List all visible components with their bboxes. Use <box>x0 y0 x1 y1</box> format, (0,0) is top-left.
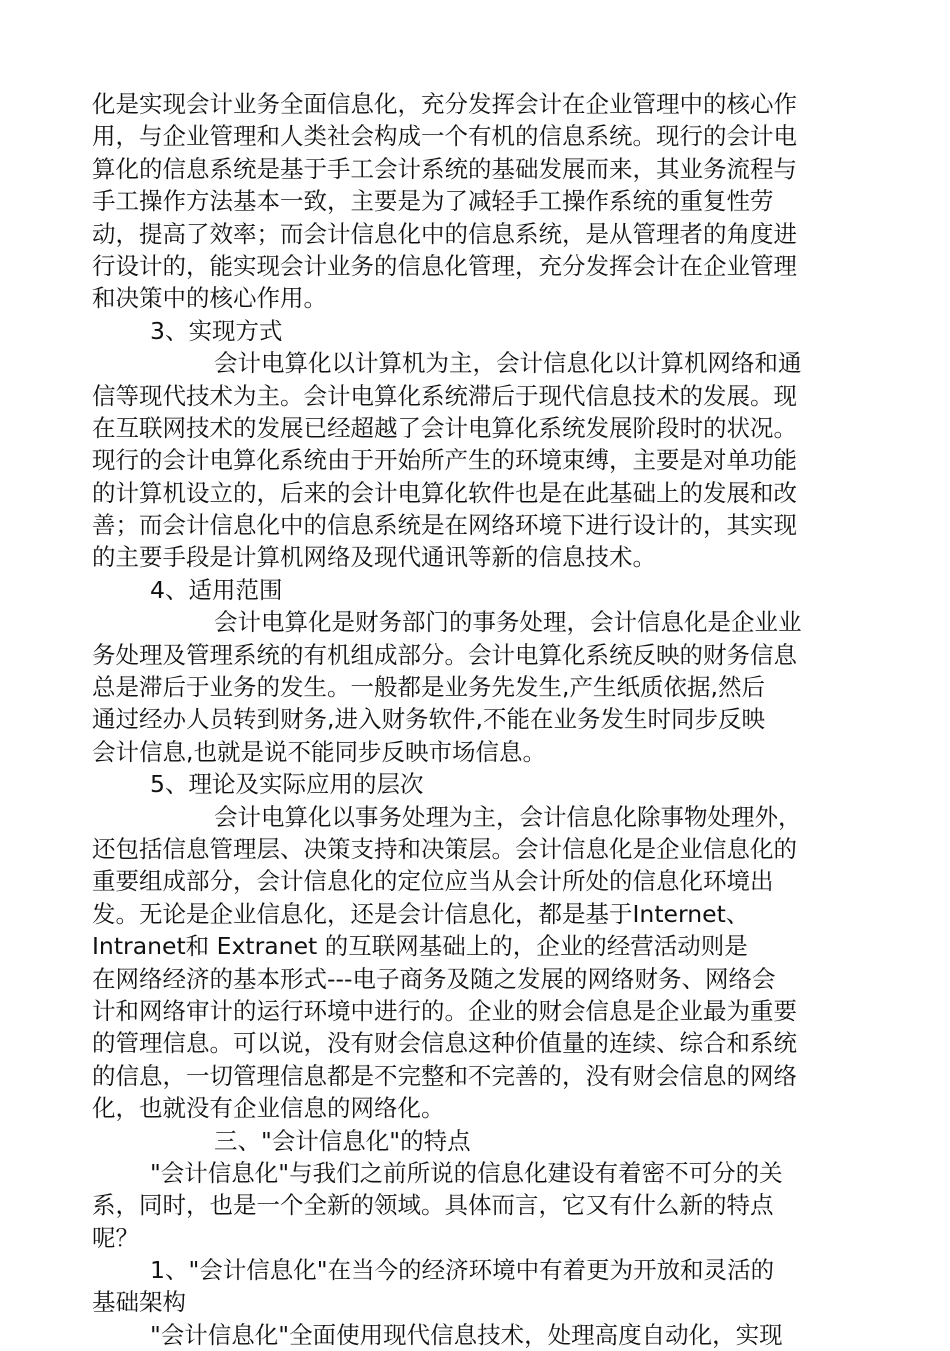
paragraph-basis <box>92 88 862 315</box>
paragraph-implementation <box>92 347 862 574</box>
section-heading: 5、理论及实际应用的层次 <box>150 770 424 799</box>
text-line: 在网络经济的基本形式---电子商务及随之发展的网络财务、网络会 <box>92 964 776 993</box>
text-line: 的计算机设立的，后来的会计电算化软件也是在此基础上的发展和改 <box>92 478 797 507</box>
text-line: 善；而会计信息化中的信息系统是在网络环境下进行设计的，其实现 <box>92 511 797 540</box>
text-line: 还包括信息管理层、决策支持和决策层。会计信息化是企业信息化的 <box>92 834 797 863</box>
paragraph-levels <box>92 801 862 1125</box>
text-line: 系，同时，也是一个全新的领域。具体而言，它又有什么新的特点 <box>92 1191 774 1220</box>
text-line: 的主要手段是计算机网络及现代通讯等新的信息技术。 <box>92 543 656 572</box>
text-line: 重要组成部分，会计信息化的定位应当从会计所处的信息化环境出 <box>92 867 774 896</box>
text-line: 行设计的，能实现会计业务的信息化管理，充分发挥会计在企业管理 <box>92 251 797 280</box>
text-line: 务处理及管理系统的有机组成部分。会计电算化系统反映的财务信息 <box>92 640 797 669</box>
document-page <box>92 88 862 1351</box>
text-line: 和决策中的核心作用。 <box>92 284 327 313</box>
text-line: "会计信息化"与我们之前所说的信息化建设有着密不可分的关 <box>150 1158 783 1187</box>
text-line: 会计电算化以计算机为主，会计信息化以计算机网络和通 <box>214 349 802 378</box>
text-line: 用，与企业管理和人类社会构成一个有机的信息系统。现行的会计电 <box>92 122 797 151</box>
text-line: 会计电算化以事务处理为主，会计信息化除事物处理外， <box>214 802 802 831</box>
text-line: 算化的信息系统是基于手工会计系统的基础发展而来，其业务流程与 <box>92 154 797 183</box>
section-heading: 3、实现方式 <box>150 316 283 345</box>
text-line: 呢？ <box>92 1223 139 1252</box>
text-line: 1、"会计信息化"在当今的经济环境中有着更为开放和灵活的 <box>150 1256 775 1285</box>
text-line: "会计信息化"全面使用现代信息技术，处理高度自动化，实现 <box>150 1320 783 1349</box>
section-heading: 4、适用范围 <box>150 575 283 604</box>
paragraph-feature-1-title <box>92 1254 862 1319</box>
text-line: Intranet和 Extranet 的互联网基础上的，企业的经营活动则是 <box>92 932 748 961</box>
text-line: 总是滞后于业务的发生。一般都是业务先发生,产生纸质依据,然后 <box>92 673 765 702</box>
text-line: 的管理信息。可以说，没有财会信息这种价值量的连续、综合和系统 <box>92 1029 797 1058</box>
text-line: 化是实现会计业务全面信息化，充分发挥会计在企业管理中的核心作 <box>92 90 797 118</box>
text-line: 现行的会计电算化系统由于开始所产生的环境束缚，主要是对单功能 <box>92 446 797 475</box>
paragraph-features-intro <box>92 1157 862 1254</box>
paragraph-feature-1-body <box>92 1319 862 1351</box>
text-line: 发。无论是企业信息化，还是会计信息化，都是基于Internet、 <box>92 899 750 928</box>
text-line: 动，提高了效率；而会计信息化中的信息系统，是从管理者的角度进 <box>92 219 797 248</box>
text-line: 的信息，一切管理信息都是不完整和不完善的，没有财会信息的网络 <box>92 1061 797 1090</box>
text-line: 在互联网技术的发展已经超越了会计电算化系统发展阶段时的状况。 <box>92 413 797 442</box>
text-line: 会计信息,也就是说不能同步反映市场信息。 <box>92 737 546 766</box>
text-line: 会计电算化是财务部门的事务处理，会计信息化是企业业 <box>214 608 802 637</box>
text-line: 通过经办人员转到财务,进入财务软件,不能在业务发生时同步反映 <box>92 705 765 734</box>
text-line: 基础架构 <box>92 1288 186 1317</box>
text-line: 手工操作方法基本一致，主要是为了减轻手工操作系统的重复性劳 <box>92 187 774 216</box>
text-line: 信等现代技术为主。会计电算化系统滞后于现代信息技术的发展。现 <box>92 381 797 410</box>
text-line: 化，也就没有企业信息的网络化。 <box>92 1094 445 1123</box>
text-line: 计和网络审计的运行环境中进行的。企业的财会信息是企业最为重要 <box>92 996 797 1025</box>
paragraph-scope <box>92 606 862 768</box>
chapter-heading: 三、"会计信息化"的特点 <box>214 1126 471 1155</box>
